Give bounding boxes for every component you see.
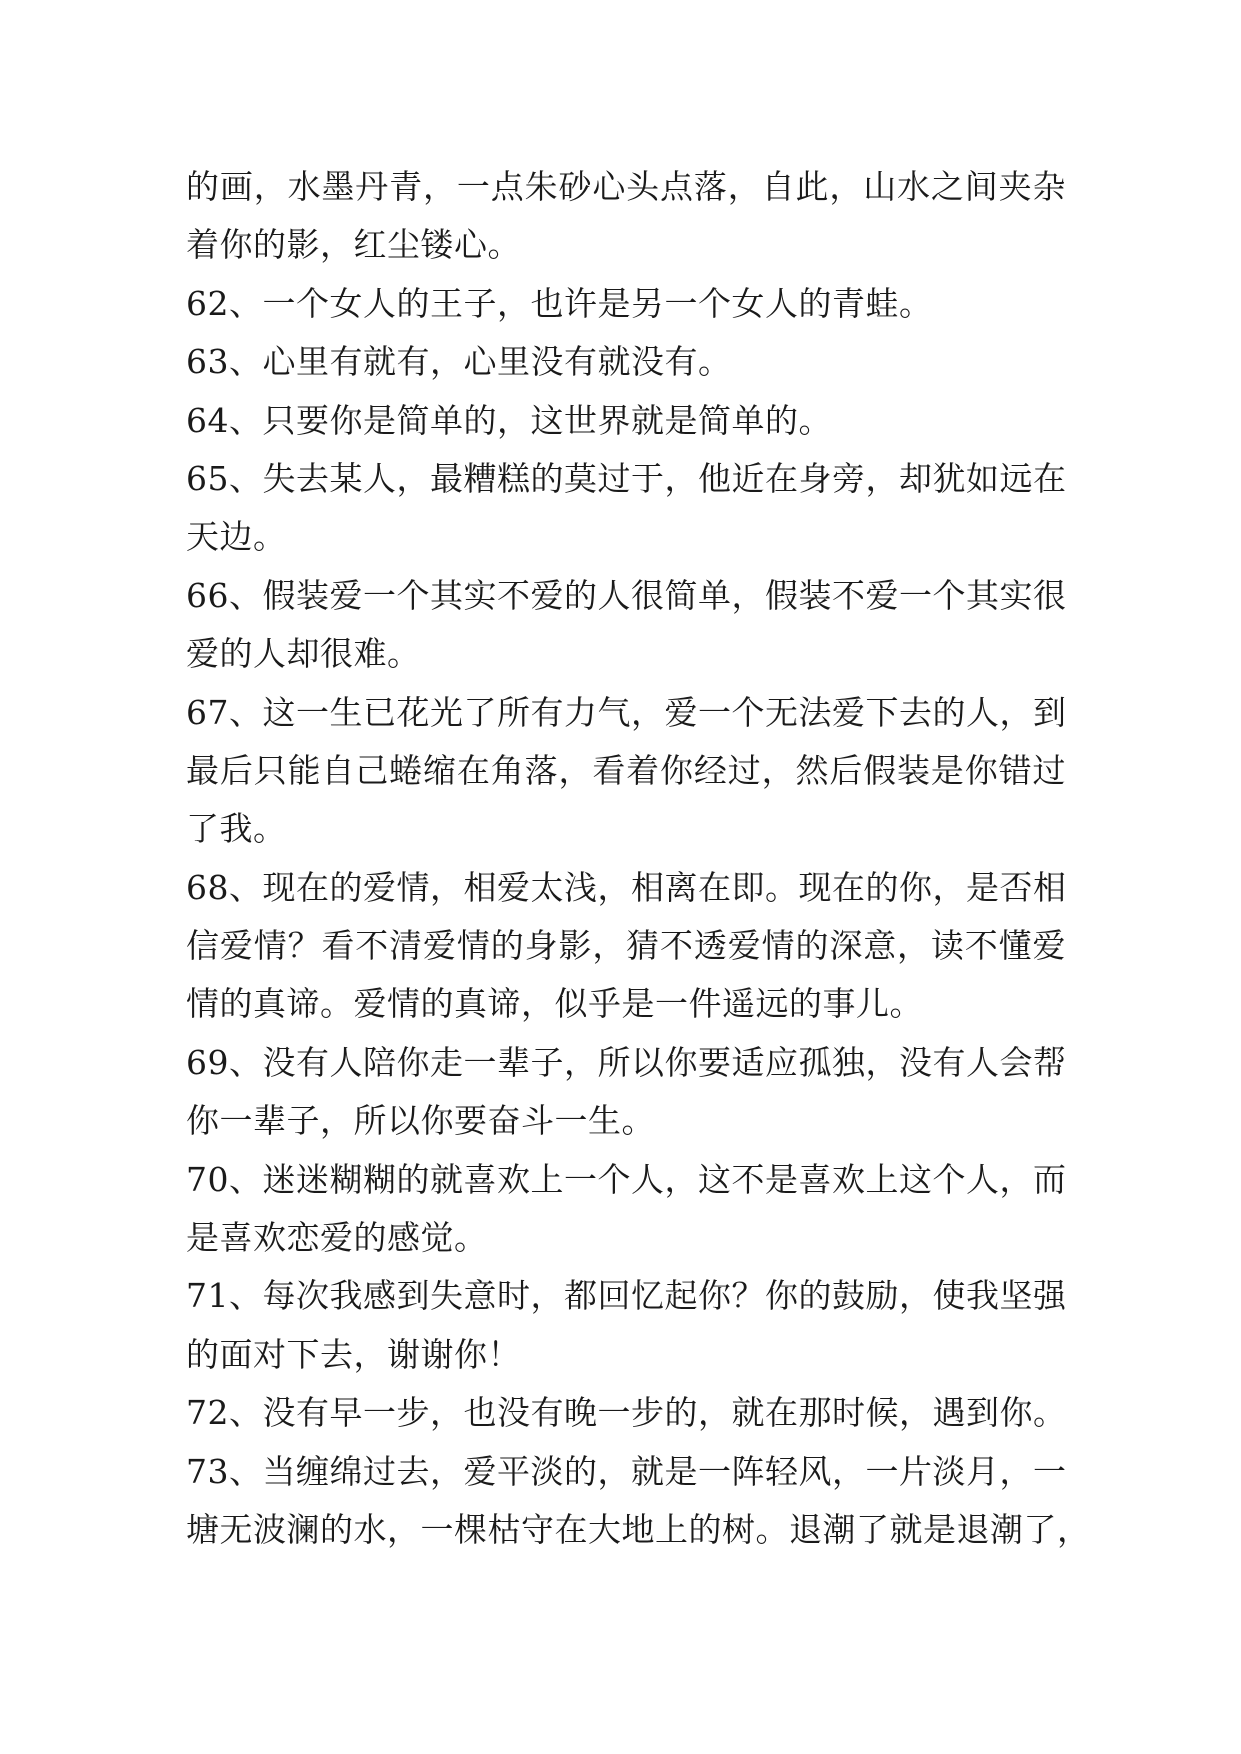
text-line: 69、没有人陪你走一辈子，所以你要适应孤独，没有人会帮 xyxy=(186,1042,1067,1082)
text-line: 72、没有早一步，也没有晚一步的，就在那时候，遇到你。 xyxy=(186,1393,1067,1433)
text-line: 天边。 xyxy=(186,517,287,557)
text-line: 66、假装爱一个其实不爱的人很简单，假装不爱一个其实很 xyxy=(186,575,1067,615)
text-line: 67、这一生已花光了所有力气，爱一个无法爱下去的人，到 xyxy=(186,692,1067,732)
text-line: 的画，水墨丹青，一点朱砂心头点落，自此，山水之间夹杂 xyxy=(186,167,1066,206)
text-line: 63、心里有就有，心里没有就没有。 xyxy=(186,342,732,382)
text-line: 是喜欢恋爱的感觉。 xyxy=(186,1218,488,1258)
text-line: 塘无波澜的水，一棵枯守在大地上的树。退潮了就是退潮了， xyxy=(186,1509,1091,1549)
text-line: 的面对下去，谢谢你！ xyxy=(186,1334,521,1374)
text-line: 64、只要你是简单的，这世界就是简单的。 xyxy=(186,400,832,440)
text-line: 62、一个女人的王子，也许是另一个女人的青蛙。 xyxy=(186,283,933,323)
body-text xyxy=(186,158,1091,1559)
text-line: 爱的人却很难。 xyxy=(186,634,421,674)
text-line: 73、当缠绵过去，爱平淡的，就是一阵轻风，一片淡月，一 xyxy=(186,1451,1067,1491)
text-line: 了我。 xyxy=(186,809,287,849)
text-line: 你一辈子，所以你要奋斗一生。 xyxy=(186,1101,655,1141)
text-line: 最后只能自己蜷缩在角落，看着你经过，然后假装是你错过 xyxy=(186,750,1066,790)
text-line: 情的真谛。爱情的真谛，似乎是一件遥远的事儿。 xyxy=(186,984,923,1024)
text-line: 信爱情？看不清爱情的身影，猜不透爱情的深意，读不懂爱 xyxy=(186,926,1066,966)
text-line: 65、失去某人，最糟糕的莫过于，他近在身旁，却犹如远在 xyxy=(186,458,1067,498)
text-line: 着你的影，红尘镂心。 xyxy=(186,225,521,265)
text-line: 71、每次我感到失意时，都回忆起你？你的鼓励，使我坚强 xyxy=(186,1276,1067,1316)
text-line: 68、现在的爱情，相爱太浅，相离在即。现在的你，是否相 xyxy=(186,867,1067,907)
text-line: 70、迷迷糊糊的就喜欢上一个人，这不是喜欢上这个人，而 xyxy=(186,1159,1067,1199)
